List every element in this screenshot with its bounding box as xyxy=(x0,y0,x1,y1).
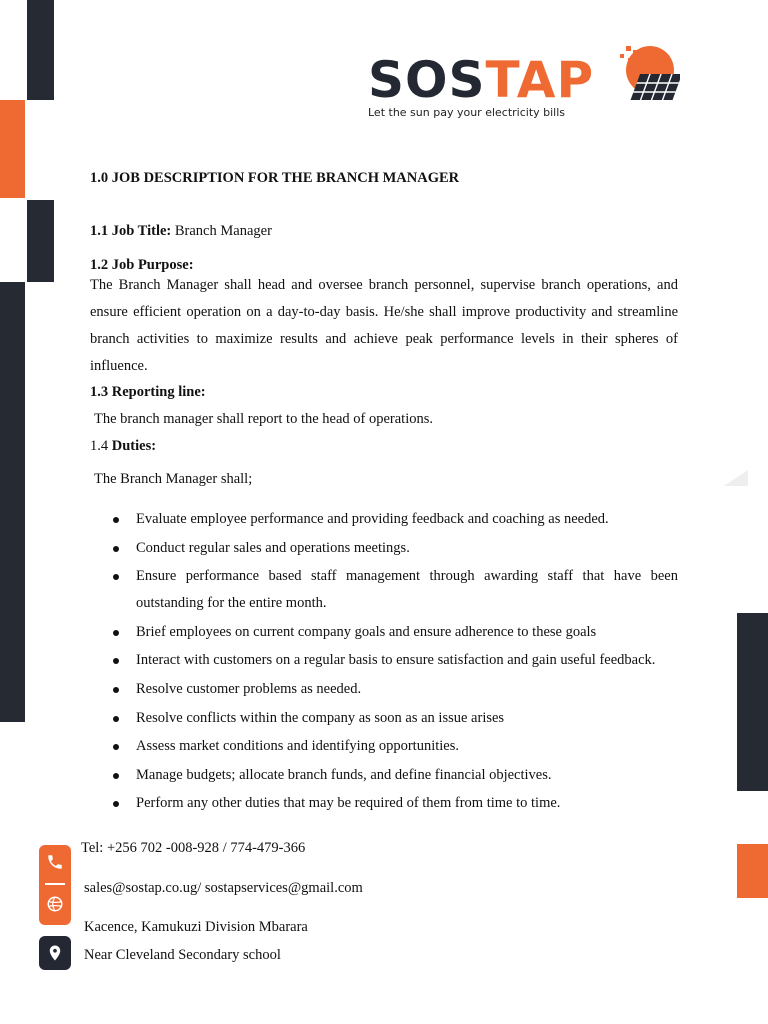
phone-icon xyxy=(46,853,64,871)
job-purpose-label: 1.2 Job Purpose: xyxy=(90,257,194,273)
contact-address-line1: Kacence, Kamukuzi Division Mbarara xyxy=(84,919,308,935)
logo-wordmark: SOSTAP xyxy=(368,51,595,109)
sostap-logo xyxy=(368,42,688,124)
list-item: Assess market conditions and identifying opportunities. xyxy=(90,733,678,760)
decor-bar-dark-long-left xyxy=(0,282,25,722)
bullet-icon xyxy=(113,630,119,636)
list-item: Interact with customers on a regular basis to ensure satisfaction and gain useful feedback. xyxy=(90,647,678,674)
bullet-icon xyxy=(113,687,119,693)
duties-intro: The Branch Manager shall; xyxy=(94,471,253,487)
bullet-icon xyxy=(113,773,119,779)
bullet-icon xyxy=(113,517,119,523)
duties-list xyxy=(90,506,678,819)
duties-number: 1.4 xyxy=(90,438,109,454)
duties-heading xyxy=(90,438,156,455)
globe-icon xyxy=(46,895,64,913)
decor-bar-orange-left xyxy=(0,100,25,198)
contact-divider xyxy=(45,883,65,885)
bullet-icon xyxy=(113,744,119,750)
duties-label: Duties: xyxy=(111,438,157,454)
decor-triangle-right xyxy=(724,468,748,488)
bullet-icon xyxy=(113,546,119,552)
decor-bar-dark-top-left xyxy=(27,0,54,100)
contact-tel: Tel: +256 702 -008-928 / 774-479-366 xyxy=(81,840,306,856)
contact-email: sales@sostap.co.ug/ sostapservices@gmail.com xyxy=(84,880,363,896)
list-item: Resolve customer problems as needed. xyxy=(90,676,678,703)
decor-bar-dark-right xyxy=(737,613,768,791)
job-title-line xyxy=(90,223,272,240)
list-item: Evaluate employee performance and providing feedback and coaching as needed. xyxy=(90,506,678,533)
contact-address-line2: Near Cleveland Secondary school xyxy=(84,947,281,963)
logo-tagline: Let the sun pay your electricity bills xyxy=(368,106,566,119)
reporting-line-text: The branch manager shall report to the head of operations. xyxy=(94,411,434,427)
job-purpose-text: The Branch Manager shall head and oversee branch personnel, supervise branch operations, and ensure efficient operation on a day-to-day basis. He/she shall improve productivity and streamline branch activities to maximize results and achieve peak performance levels in their spheres of influence. xyxy=(90,277,678,374)
job-title-value: Branch Manager xyxy=(174,223,272,239)
bullet-icon xyxy=(113,658,119,664)
solar-panel-icon xyxy=(616,44,680,106)
list-item: Ensure performance based staff management through awarding staff that have been outstanding for the entire month. xyxy=(90,563,678,617)
location-pin-icon xyxy=(46,943,64,963)
list-item: Brief employees on current company goals and ensure adherence to these goals xyxy=(90,619,678,646)
decor-bar-dark-mid-left xyxy=(27,200,54,282)
bullet-icon xyxy=(113,574,119,580)
bullet-icon xyxy=(113,801,119,807)
list-item: Perform any other duties that may be required of them from time to time. xyxy=(90,790,678,817)
decor-bar-orange-right xyxy=(737,844,768,898)
list-item: Manage budgets; allocate branch funds, and define financial objectives. xyxy=(90,762,678,789)
job-title-label: 1.1 Job Title: xyxy=(90,223,172,239)
list-item: Conduct regular sales and operations meetings. xyxy=(90,535,678,562)
reporting-line-label: 1.3 Reporting line: xyxy=(90,384,206,400)
list-item: Resolve conflicts within the company as soon as an issue arises xyxy=(90,705,678,732)
document-heading: 1.0 JOB DESCRIPTION FOR THE BRANCH MANAGER xyxy=(90,170,460,186)
bullet-icon xyxy=(113,716,119,722)
